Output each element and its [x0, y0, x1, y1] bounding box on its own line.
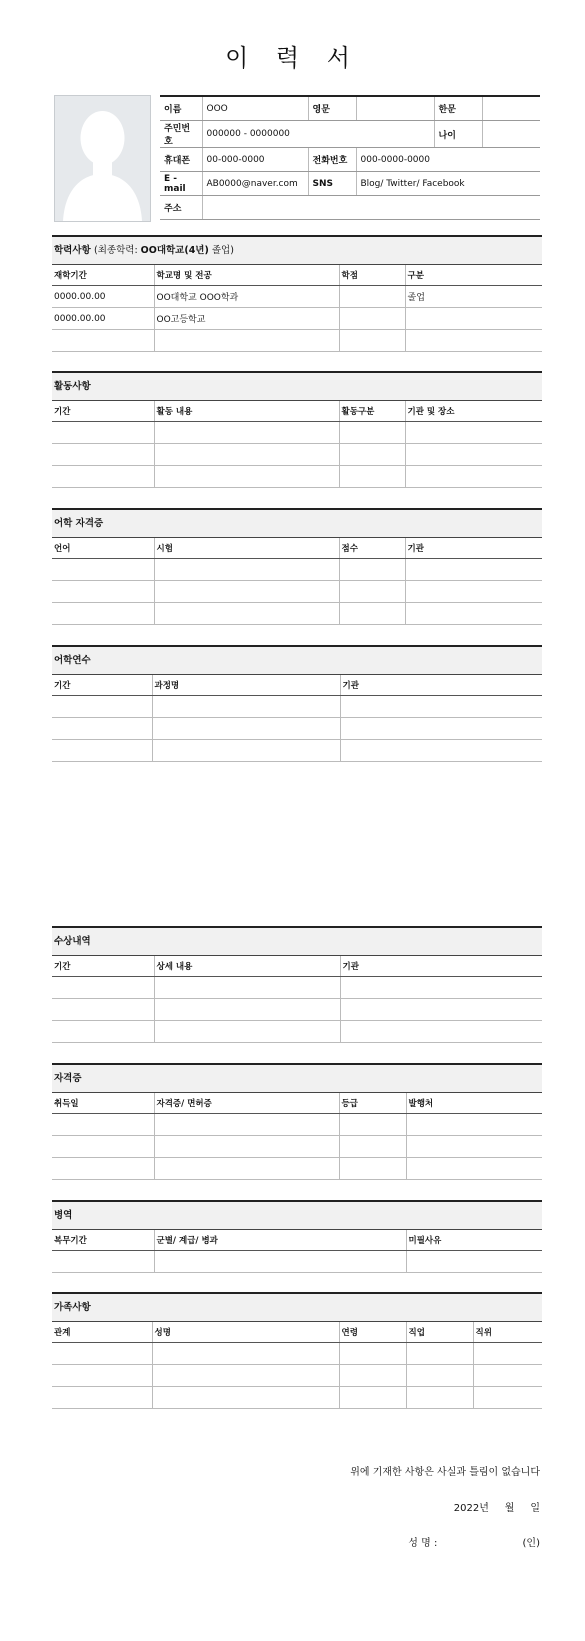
awards-header-row: [52, 956, 542, 977]
certificates-cell[interactable]: [154, 1158, 339, 1180]
seal-mark[interactable]: (인): [522, 1538, 540, 1549]
certificates-cell[interactable]: [339, 1136, 406, 1158]
family-col-header: 직위: [473, 1322, 542, 1343]
personal-info-table: [160, 95, 540, 220]
language-cell[interactable]: [154, 559, 339, 581]
language-cell[interactable]: [52, 581, 154, 603]
certificates-cell[interactable]: [52, 1158, 154, 1180]
certificates-cell[interactable]: [406, 1158, 542, 1180]
activities-col-header: 활동 내용: [154, 401, 339, 422]
certificates-cell[interactable]: [339, 1158, 406, 1180]
language-table: [52, 538, 542, 625]
table-row: [52, 603, 542, 625]
activities-cell[interactable]: [52, 422, 154, 444]
address-field[interactable]: [202, 196, 540, 220]
family-section: [52, 1292, 542, 1409]
language-cell[interactable]: [339, 603, 405, 625]
activities-cell[interactable]: [154, 444, 339, 466]
training-cell[interactable]: [52, 740, 152, 762]
language-cell[interactable]: [339, 559, 405, 581]
military-cell[interactable]: [406, 1251, 542, 1273]
family-cell[interactable]: [406, 1387, 473, 1409]
table-row: [52, 696, 542, 718]
awards-cell[interactable]: [52, 977, 154, 999]
rrn-label: 주민번호: [160, 121, 202, 148]
table-row: [52, 466, 542, 488]
family-cell[interactable]: [473, 1343, 542, 1365]
family-cell[interactable]: [52, 1343, 152, 1365]
language-header-row: [52, 538, 542, 559]
activities-table: [52, 401, 542, 488]
hanja-name-label: 한문: [434, 96, 482, 121]
family-table: [52, 1322, 542, 1409]
training-header: 어학연수: [52, 645, 542, 675]
english-name-field[interactable]: [356, 96, 434, 121]
family-col-header: 관계: [52, 1322, 152, 1343]
table-row: [52, 1251, 542, 1273]
family-header-row: [52, 1322, 542, 1343]
address-label: 주소: [160, 196, 202, 220]
family-cell[interactable]: [339, 1387, 406, 1409]
certificates-col-header: 자격증/ 면허증: [154, 1093, 339, 1114]
family-cell[interactable]: [152, 1343, 339, 1365]
table-row: [52, 559, 542, 581]
language-cell[interactable]: [405, 581, 542, 603]
education-cell[interactable]: [52, 330, 154, 352]
language-col-header: 시험: [154, 538, 339, 559]
military-col-header: 군별/ 계급/ 병과: [154, 1230, 406, 1251]
language-cell[interactable]: [405, 559, 542, 581]
activities-cell[interactable]: [405, 422, 542, 444]
certificates-cell[interactable]: [339, 1114, 406, 1136]
language-cell[interactable]: [52, 559, 154, 581]
training-col-header: 과정명: [152, 675, 340, 696]
language-cell[interactable]: [154, 603, 339, 625]
awards-cell[interactable]: [52, 1021, 154, 1043]
military-section: [52, 1200, 542, 1273]
hanja-name-field[interactable]: [482, 96, 540, 121]
education-cell[interactable]: [154, 330, 339, 352]
family-col-header: 직업: [406, 1322, 473, 1343]
awards-header: 수상내역: [52, 926, 542, 956]
training-cell[interactable]: [340, 718, 542, 740]
activities-header-row: [52, 401, 542, 422]
training-cell[interactable]: [340, 696, 542, 718]
language-col-header: 점수: [339, 538, 405, 559]
education-sub-suffix: 졸업): [208, 245, 234, 256]
certificates-cell[interactable]: [154, 1114, 339, 1136]
activities-col-header: 기간: [52, 401, 154, 422]
family-cell[interactable]: [152, 1365, 339, 1387]
certificates-cell[interactable]: [52, 1114, 154, 1136]
education-cell[interactable]: 졸업: [405, 286, 542, 308]
table-row: [52, 1158, 542, 1180]
family-cell[interactable]: [473, 1387, 542, 1409]
name-field[interactable]: OOO: [202, 96, 308, 121]
certificates-table: [52, 1093, 542, 1180]
education-cell[interactable]: OO대학교 OOO학과: [154, 286, 339, 308]
english-name-label: 영문: [308, 96, 356, 121]
education-col-header: 학교명 및 전공: [154, 265, 339, 286]
table-row: [52, 1114, 542, 1136]
awards-cell[interactable]: [154, 1021, 340, 1043]
activities-col-header: 기관 및 장소: [405, 401, 542, 422]
training-cell[interactable]: [152, 696, 340, 718]
table-row: [52, 422, 542, 444]
table-row: [52, 444, 542, 466]
signature-label: 성 명 :: [408, 1538, 438, 1549]
awards-col-header: 상세 내용: [154, 956, 340, 977]
family-cell[interactable]: [406, 1343, 473, 1365]
mobile-field[interactable]: 00-000-0000: [202, 148, 308, 172]
family-cell[interactable]: [473, 1365, 542, 1387]
language-col-header: 언어: [52, 538, 154, 559]
certificates-section: [52, 1063, 542, 1180]
table-row: [52, 740, 542, 762]
education-header-row: [52, 265, 542, 286]
certificates-cell[interactable]: [52, 1136, 154, 1158]
language-cell[interactable]: [52, 603, 154, 625]
military-table: [52, 1230, 542, 1273]
person-silhouette-icon: [55, 96, 150, 221]
table-row: [52, 1021, 542, 1043]
training-cell[interactable]: [152, 740, 340, 762]
certificates-col-header: 등급: [339, 1093, 406, 1114]
certificates-header-row: [52, 1093, 542, 1114]
education-cell[interactable]: [339, 330, 405, 352]
activities-cell[interactable]: [154, 422, 339, 444]
education-cell[interactable]: [339, 286, 405, 308]
age-field[interactable]: [482, 121, 540, 148]
education-cell[interactable]: 0000.00.00: [52, 286, 154, 308]
education-sub-prefix: (최종학력:: [94, 245, 141, 256]
family-cell[interactable]: [52, 1365, 152, 1387]
education-cell[interactable]: 0000.00.00: [52, 308, 154, 330]
awards-table: [52, 956, 542, 1043]
phone-field[interactable]: 000-0000-0000: [356, 148, 540, 172]
education-final-school: OO대학교(4년): [140, 245, 209, 256]
table-row: [52, 718, 542, 740]
activities-header: 활동사항: [52, 371, 542, 401]
activities-section: [52, 371, 542, 488]
awards-cell[interactable]: [340, 1021, 542, 1043]
table-row: [52, 286, 542, 308]
email-field[interactable]: AB0000@naver.com: [202, 172, 308, 196]
family-header: 가족사항: [52, 1292, 542, 1322]
family-cell[interactable]: [52, 1387, 152, 1409]
language-col-header: 기관: [405, 538, 542, 559]
activities-cell[interactable]: [339, 422, 405, 444]
language-cell[interactable]: [154, 581, 339, 603]
activities-cell[interactable]: [52, 444, 154, 466]
military-col-header: 미필사유: [406, 1230, 542, 1251]
education-cell[interactable]: OO고등학교: [154, 308, 339, 330]
activities-cell[interactable]: [405, 466, 542, 488]
certificates-cell[interactable]: [154, 1136, 339, 1158]
education-header: [52, 235, 542, 265]
military-cell[interactable]: [52, 1251, 154, 1273]
education-section: [52, 235, 542, 352]
awards-cell[interactable]: [154, 977, 340, 999]
language-section: [52, 508, 542, 625]
table-row: [52, 308, 542, 330]
language-cell[interactable]: [339, 581, 405, 603]
rrn-field[interactable]: 000000 - 0000000: [202, 121, 434, 148]
family-cell[interactable]: [152, 1387, 339, 1409]
table-row: [52, 581, 542, 603]
declaration-date[interactable]: 2022년 월 일: [453, 1503, 540, 1514]
awards-col-header: 기관: [340, 956, 542, 977]
table-row: [52, 1343, 542, 1365]
age-label: 나이: [434, 121, 482, 148]
activities-cell[interactable]: [339, 444, 405, 466]
education-table: [52, 265, 542, 352]
awards-section: [52, 926, 542, 1043]
activities-cell[interactable]: [339, 466, 405, 488]
table-row: [52, 999, 542, 1021]
declaration-statement: 위에 기재한 사항은 사실과 틀림이 없습니다: [350, 1467, 540, 1478]
training-table: [52, 675, 542, 762]
training-cell[interactable]: [52, 696, 152, 718]
family-cell[interactable]: [406, 1365, 473, 1387]
awards-cell[interactable]: [52, 999, 154, 1021]
document-title: 이 력 서: [225, 44, 360, 72]
training-cell[interactable]: [152, 718, 340, 740]
military-header-row: [52, 1230, 542, 1251]
activities-cell[interactable]: [405, 444, 542, 466]
training-section: [52, 645, 542, 762]
education-cell[interactable]: [339, 308, 405, 330]
education-title: 학력사항: [54, 245, 91, 256]
family-cell[interactable]: [339, 1365, 406, 1387]
education-cell[interactable]: [405, 308, 542, 330]
military-col-header: 복무기간: [52, 1230, 154, 1251]
military-cell[interactable]: [154, 1251, 406, 1273]
sns-label: SNS: [308, 172, 356, 196]
family-col-header: 성명: [152, 1322, 339, 1343]
table-row: [52, 1136, 542, 1158]
family-cell[interactable]: [339, 1343, 406, 1365]
awards-cell[interactable]: [340, 977, 542, 999]
activities-cell[interactable]: [52, 466, 154, 488]
name-label: 이름: [160, 96, 202, 121]
table-row: [52, 330, 542, 352]
awards-col-header: 기간: [52, 956, 154, 977]
table-row: [52, 1387, 542, 1409]
mobile-label: 휴대폰: [160, 148, 202, 172]
phone-label: 전화번호: [308, 148, 356, 172]
certificates-col-header: 발행처: [406, 1093, 542, 1114]
education-col-header: 구분: [405, 265, 542, 286]
activities-col-header: 활동구분: [339, 401, 405, 422]
education-col-header: 재학기간: [52, 265, 154, 286]
training-col-header: 기간: [52, 675, 152, 696]
signature-row: [408, 1534, 540, 1549]
family-col-header: 연령: [339, 1322, 406, 1343]
language-header: 어학 자격증: [52, 508, 542, 538]
military-header: 병역: [52, 1200, 542, 1230]
awards-cell[interactable]: [154, 999, 340, 1021]
language-cell[interactable]: [405, 603, 542, 625]
training-header-row: [52, 675, 542, 696]
education-cell[interactable]: [405, 330, 542, 352]
awards-cell[interactable]: [340, 999, 542, 1021]
education-col-header: 학점: [339, 265, 405, 286]
certificates-cell[interactable]: [406, 1136, 542, 1158]
training-cell[interactable]: [340, 740, 542, 762]
table-row: [52, 1365, 542, 1387]
profile-photo-placeholder[interactable]: [54, 95, 151, 222]
sns-field[interactable]: Blog/ Twitter/ Facebook: [356, 172, 540, 196]
training-cell[interactable]: [52, 718, 152, 740]
activities-cell[interactable]: [154, 466, 339, 488]
email-label: E - mail: [160, 172, 202, 196]
certificates-cell[interactable]: [406, 1114, 542, 1136]
certificates-header: 자격증: [52, 1063, 542, 1093]
table-row: [52, 977, 542, 999]
training-col-header: 기관: [340, 675, 542, 696]
certificates-col-header: 취득일: [52, 1093, 154, 1114]
